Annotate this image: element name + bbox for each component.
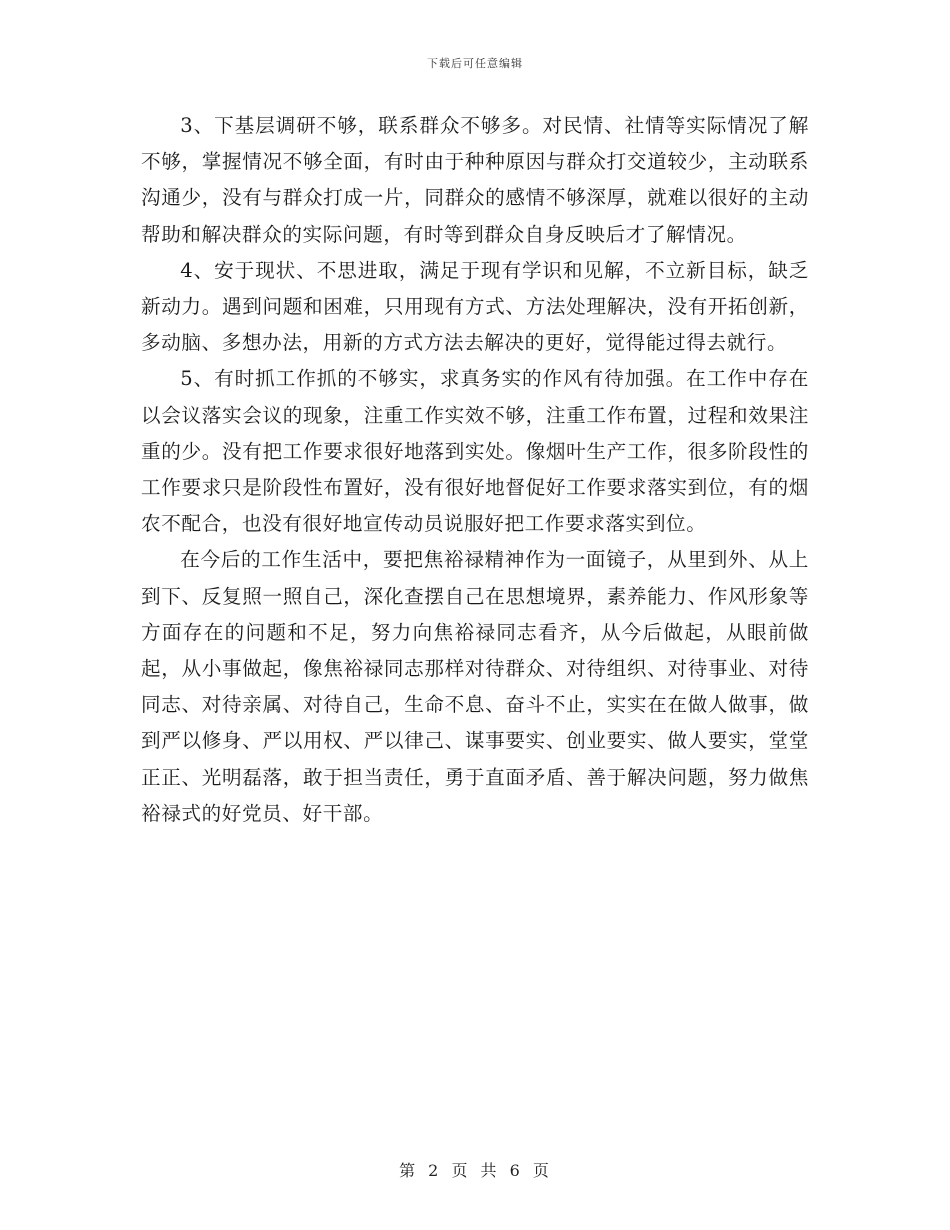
- paragraph-item-3: 3、下基层调研不够，联系群众不够多。对民情、社情等实际情况了解不够，掌握情况不够全面，有时由于种种原因与群众打交道较少，主动联系沟通少，没有与群众打成一片，同群众的感情不够深厚，就难以很好的主动帮助和解决群众的实际问题，有时等到群众自身反映后才了解情况。: [141, 114, 809, 246]
- page-header: 下载后可任意编辑: [427, 57, 523, 70]
- page-number-footer: 第 2 页 共 6 页: [399, 1161, 551, 1180]
- document-body: [141, 108, 809, 832]
- paragraph-conclusion: 在今后的工作生活中，要把焦裕禄精神作为一面镜子，从里到外、从上到下、反复照一照自己，深化查摆自己在思想境界，素养能力、作风形象等方面存在的问题和不足，努力向焦裕禄同志看齐，从今后做起，从眼前做起，从小事做起，像焦裕禄同志那样对待群众、对待组织、对待事业、对待同志、对待亲属、对待自己，生命不息、奋斗不止，实实在在做人做事，做到严以修身、严以用权、严以律己、谋事要实、创业要实、做人要实，堂堂正正、光明磊落，敢于担当责任，勇于直面矛盾、善于解决问题，努力做焦裕禄式的好党员、好干部。: [141, 548, 809, 825]
- paragraph-item-5: 5、有时抓工作抓的不够实，求真务实的作风有待加强。在工作中存在以会议落实会议的现象，注重工作实效不够，注重工作布置，过程和效果注重的少。没有把工作要求很好地落到实处。像烟叶生产工作，很多阶段性的工作要求只是阶段性布置好，没有很好地督促好工作要求落实到位，有的烟农不配合，也没有很好地宣传动员说服好把工作要求落实到位。: [141, 367, 809, 536]
- paragraph-item-4: 4、安于现状、不思进取，满足于现有学识和见解，不立新目标，缺乏新动力。遇到问题和困难，只用现有方式、方法处理解决，没有开拓创新，多动脑、多想办法，用新的方式方法去解决的更好，觉得能过得去就行。: [141, 258, 809, 355]
